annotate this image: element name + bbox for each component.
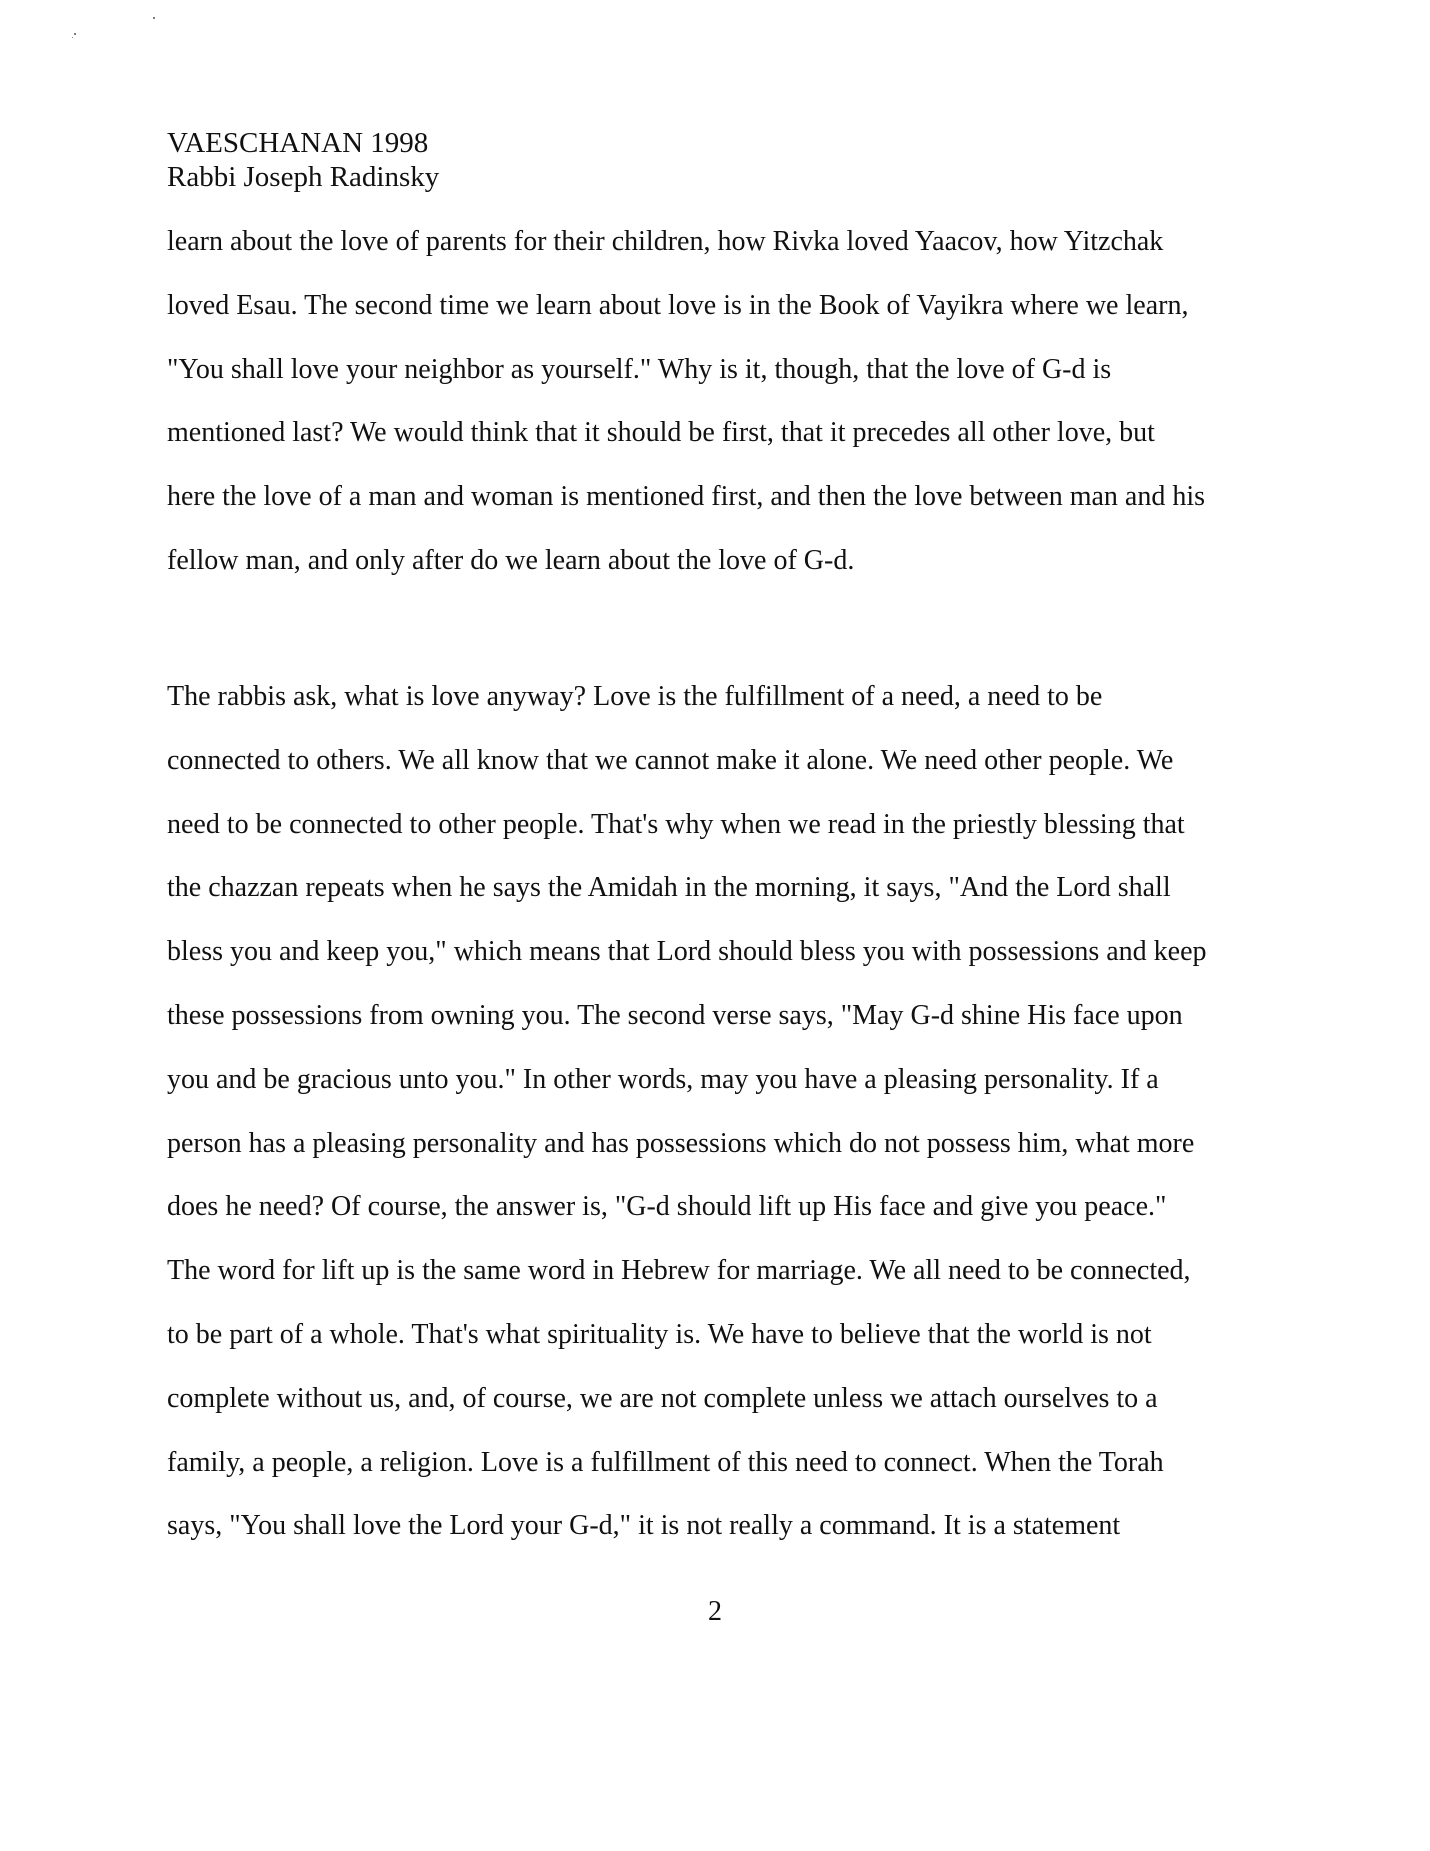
text-line: fellow man, and only after do we learn about the love of G-d.: [167, 545, 855, 576]
text-line: to be part of a whole. That's what spirituality is. We have to believe that the world is not: [167, 1319, 1152, 1350]
text-line: "You shall love your neighbor as yourself." Why is it, though, that the love of G-d is: [167, 353, 1112, 385]
document-title: VAESCHANAN 1998: [167, 127, 429, 159]
text-line: mentioned last? We would think that it should be first, that it precedes all other love, but: [167, 417, 1155, 449]
text-line: you and be gracious unto you." In other words, may you have a pleasing personality. If a: [167, 1063, 1159, 1095]
text-line: connected to others. We all know that we cannot make it alone. We need other people. We: [167, 744, 1174, 776]
text-line: The word for lift up is the same word in Hebrew for marriage. We all need to be connected,: [167, 1255, 1191, 1287]
document-header: [167, 126, 439, 194]
text-line: learn about the love of parents for their children, how Rivka loved Yaacov, how Yitzchak: [167, 226, 1164, 257]
text-line: does he need? Of course, the answer is, "G-d should lift up His face and give you peace.": [167, 1191, 1167, 1223]
document-author: Rabbi Joseph Radinsky: [167, 161, 440, 193]
scan-speck: [74, 33, 76, 35]
text-line: the chazzan repeats when he says the Amidah in the morning, it says, "And the Lord shall: [167, 872, 1171, 904]
text-line: these possessions from owning you. The second verse says, "May G-d shine His face upon: [167, 1000, 1183, 1031]
text-line: person has a pleasing personality and has possessions which do not possess him, what more: [167, 1127, 1195, 1159]
text-line: loved Esau. The second time we learn about love is in the Book of Vayikra where we learn,: [167, 289, 1189, 321]
text-line: here the love of a man and woman is mentioned first, and then the love between man and his: [167, 481, 1206, 513]
page-number: 2: [708, 1596, 722, 1627]
scan-speck: [72, 37, 73, 38]
text-line: family, a people, a religion. Love is a fulfillment of this need to connect. When the Torah: [167, 1446, 1164, 1478]
text-line: complete without us, and, of course, we are not complete unless we attach ourselves to a: [167, 1382, 1158, 1414]
text-line: need to be connected to other people. That's why when we read in the priestly blessing that: [167, 808, 1185, 840]
text-line: The rabbis ask, what is love anyway? Love is the fulfillment of a need, a need to be: [167, 681, 1103, 712]
scan-speck: [153, 17, 155, 19]
text-line: says, "You shall love the Lord your G-d," it is not really a command. It is a statement: [167, 1510, 1121, 1542]
text-line: bless you and keep you," which means that Lord should bless you with possessions and keep: [167, 936, 1207, 968]
